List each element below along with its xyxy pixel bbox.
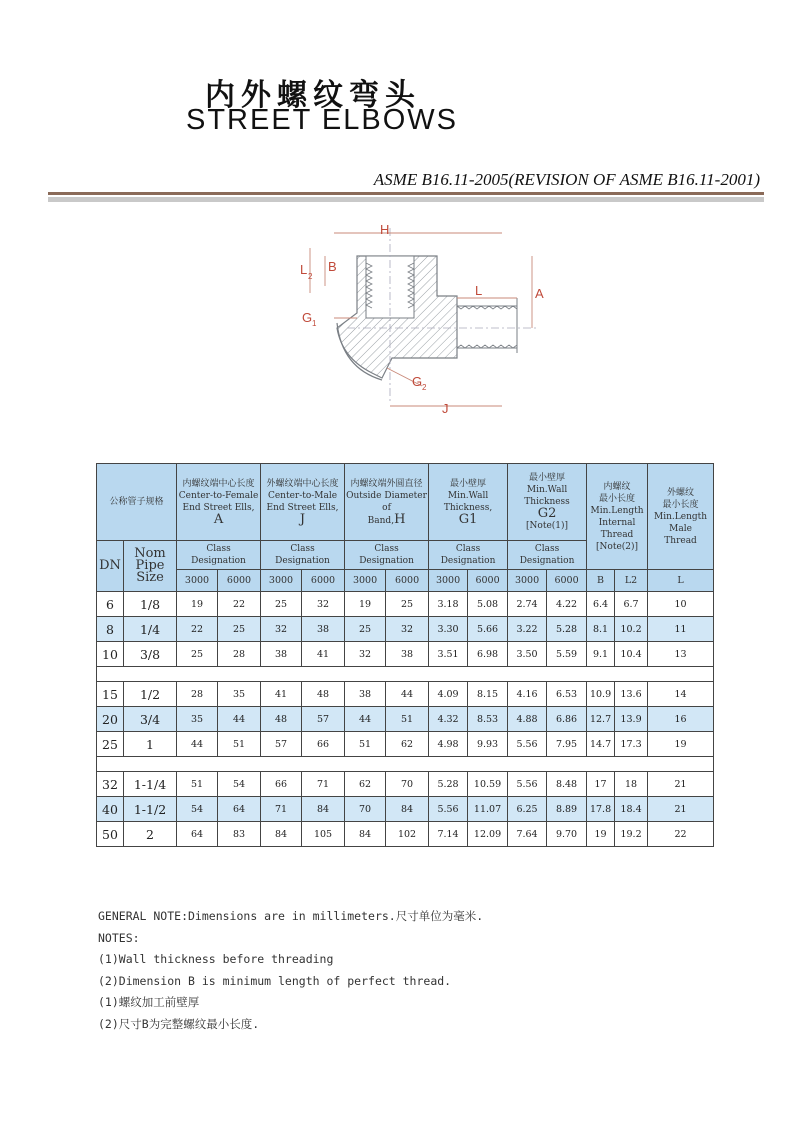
cell-b: 12.7: [587, 707, 615, 732]
svg-text:A: A: [535, 286, 544, 301]
class-designation-h: Class Designation: [345, 541, 429, 570]
class-3000: 3000: [177, 570, 218, 592]
cell-g26: 5.28: [547, 617, 587, 642]
cell-j3: 32: [261, 617, 302, 642]
cell-dn: 50: [97, 822, 124, 847]
class-6000: 6000: [218, 570, 261, 592]
cell-h3: 84: [345, 822, 386, 847]
cell-l2: 17.3: [615, 732, 648, 757]
nominal-size-header: 公称管子规格: [97, 464, 177, 541]
class-6000: 6000: [386, 570, 429, 592]
class-designation-j: Class Designation: [261, 541, 345, 570]
cell-h6: 25: [386, 592, 429, 617]
cell-g26: 8.89: [547, 797, 587, 822]
cell-g26: 5.59: [547, 642, 587, 667]
a-header: 内螺纹端中心长度 Center-to-Female End Street Ells, A: [177, 464, 261, 541]
male-thread-header: 外螺纹 最小长度 Min.Length Male Thread: [648, 464, 714, 570]
cell-dn: 6: [97, 592, 124, 617]
cell-h6: 84: [386, 797, 429, 822]
cell-b: 8.1: [587, 617, 615, 642]
class-designation-g1: Class Designation: [429, 541, 508, 570]
cell-b: 17: [587, 772, 615, 797]
cell-g26: 6.86: [547, 707, 587, 732]
cell-g23: 3.50: [508, 642, 547, 667]
cell-l: 13: [648, 642, 714, 667]
cell-l2: 13.9: [615, 707, 648, 732]
cell-g26: 4.22: [547, 592, 587, 617]
cell-size: 1-1/4: [124, 772, 177, 797]
cell-dn: 32: [97, 772, 124, 797]
b-header: B: [587, 570, 615, 592]
table-row: [97, 707, 714, 732]
cell-dn: 20: [97, 707, 124, 732]
class-6000: 6000: [468, 570, 508, 592]
cell-b: 14.7: [587, 732, 615, 757]
notes-section: [98, 906, 483, 1035]
cell-l: 21: [648, 772, 714, 797]
cell-size: 1: [124, 732, 177, 757]
svg-text:G: G: [302, 310, 313, 325]
cell-j3: 38: [261, 642, 302, 667]
cell-b: 10.9: [587, 682, 615, 707]
cell-j6: 105: [302, 822, 345, 847]
cell-a3: 22: [177, 617, 218, 642]
cell-a3: 25: [177, 642, 218, 667]
cell-g16: 5.66: [468, 617, 508, 642]
cell-g13: 4.32: [429, 707, 468, 732]
cell-h6: 62: [386, 732, 429, 757]
table-row: [97, 617, 714, 642]
cell-a6: 44: [218, 707, 261, 732]
cell-g16: 10.59: [468, 772, 508, 797]
cell-h3: 38: [345, 682, 386, 707]
cell-a3: 35: [177, 707, 218, 732]
cell-dn: 8: [97, 617, 124, 642]
cell-a3: 54: [177, 797, 218, 822]
svg-text:1: 1: [312, 319, 317, 328]
cell-g13: 3.18: [429, 592, 468, 617]
svg-text:2: 2: [308, 272, 313, 281]
cell-a3: 51: [177, 772, 218, 797]
cell-a6: 83: [218, 822, 261, 847]
cell-dn: 15: [97, 682, 124, 707]
cell-h3: 44: [345, 707, 386, 732]
cell-h3: 32: [345, 642, 386, 667]
class-designation-a: Class Designation: [177, 541, 261, 570]
svg-text:L: L: [475, 283, 483, 298]
note-1-en: (1)Wall thickness before threading: [98, 952, 334, 966]
cell-l2: 6.7: [615, 592, 648, 617]
label-h: H: [380, 222, 390, 237]
cell-g16: 12.09: [468, 822, 508, 847]
cell-l: 22: [648, 822, 714, 847]
cell-h6: 44: [386, 682, 429, 707]
svg-text:B: B: [328, 259, 337, 274]
table-row: [97, 822, 714, 847]
class-3000: 3000: [429, 570, 468, 592]
cell-j6: 71: [302, 772, 345, 797]
cell-g13: 4.98: [429, 732, 468, 757]
cell-g16: 11.07: [468, 797, 508, 822]
cell-g23: 5.56: [508, 732, 547, 757]
cell-g26: 6.53: [547, 682, 587, 707]
cell-h6: 38: [386, 642, 429, 667]
cell-size: 1/2: [124, 682, 177, 707]
cell-j3: 84: [261, 822, 302, 847]
class-designation-g2: Class Designation: [508, 541, 587, 570]
class-3000: 3000: [345, 570, 386, 592]
cell-a3: 64: [177, 822, 218, 847]
group-separator: [97, 757, 714, 772]
l-header: L: [648, 570, 714, 592]
cell-l: 16: [648, 707, 714, 732]
svg-text:L: L: [300, 262, 308, 277]
cell-g23: 4.16: [508, 682, 547, 707]
cell-a3: 44: [177, 732, 218, 757]
cell-j6: 84: [302, 797, 345, 822]
cell-j6: 32: [302, 592, 345, 617]
class-6000: 6000: [547, 570, 587, 592]
standard-reference: ASME B16.11-2005(REVISION OF ASME B16.11-2001): [373, 170, 760, 189]
cell-size: 1/8: [124, 592, 177, 617]
cell-j6: 38: [302, 617, 345, 642]
cell-size: 3/8: [124, 642, 177, 667]
cell-a6: 35: [218, 682, 261, 707]
notes-heading: NOTES:: [98, 930, 140, 945]
cell-size: 3/4: [124, 707, 177, 732]
nps-header: Nom Pipe Size: [124, 541, 177, 592]
cell-size: 1/4: [124, 617, 177, 642]
table-row: [97, 642, 714, 667]
cell-a6: 28: [218, 642, 261, 667]
cell-a3: 19: [177, 592, 218, 617]
cell-g13: 3.30: [429, 617, 468, 642]
cell-j3: 48: [261, 707, 302, 732]
cell-g23: 4.88: [508, 707, 547, 732]
table-row: [97, 592, 714, 617]
cell-dn: 40: [97, 797, 124, 822]
note-1-cn: (1)螺纹加工前壁厚: [98, 995, 200, 1009]
cell-a6: 22: [218, 592, 261, 617]
cell-a6: 64: [218, 797, 261, 822]
svg-text:J: J: [442, 401, 449, 416]
table-row: [97, 797, 714, 822]
cell-h3: 51: [345, 732, 386, 757]
cell-j3: 41: [261, 682, 302, 707]
cell-h6: 51: [386, 707, 429, 732]
cell-j6: 66: [302, 732, 345, 757]
cell-l2: 10.2: [615, 617, 648, 642]
cell-size: 2: [124, 822, 177, 847]
cell-h3: 70: [345, 797, 386, 822]
cell-g23: 5.56: [508, 772, 547, 797]
group-separator: [97, 667, 714, 682]
cell-g26: 9.70: [547, 822, 587, 847]
svg-text:2: 2: [422, 383, 427, 392]
cell-g23: 2.74: [508, 592, 547, 617]
table-row: [97, 772, 714, 797]
cell-g13: 3.51: [429, 642, 468, 667]
divider-shadow: [48, 197, 764, 202]
cell-dn: 10: [97, 642, 124, 667]
cell-l2: 13.6: [615, 682, 648, 707]
cell-j6: 41: [302, 642, 345, 667]
table-row: [97, 732, 714, 757]
title-cn: 内外螺纹弯头: [205, 78, 421, 113]
cell-b: 17.8: [587, 797, 615, 822]
cell-a6: 51: [218, 732, 261, 757]
note-2-en: (2)Dimension B is minimum length of perfect thread.: [98, 973, 452, 988]
title-en: STREET ELBOWS: [186, 104, 459, 136]
cell-g16: 8.15: [468, 682, 508, 707]
class-3000: 3000: [261, 570, 302, 592]
cell-g26: 7.95: [547, 732, 587, 757]
cell-h6: 102: [386, 822, 429, 847]
cell-l: 19: [648, 732, 714, 757]
cell-g16: 5.08: [468, 592, 508, 617]
cell-l2: 18: [615, 772, 648, 797]
cell-g23: 3.22: [508, 617, 547, 642]
note-2-cn: (2)尺寸B为完整螺纹最小长度.: [98, 1016, 260, 1031]
cell-h3: 62: [345, 772, 386, 797]
cell-g13: 5.28: [429, 772, 468, 797]
cell-g16: 9.93: [468, 732, 508, 757]
cell-j6: 57: [302, 707, 345, 732]
cell-g13: 7.14: [429, 822, 468, 847]
thread-header: 内螺纹 最小长度 Min.Length Internal Thread [Note(2)]: [587, 464, 648, 570]
dn-header: DN: [97, 541, 124, 592]
l2-header: L2: [615, 570, 648, 592]
class-6000: 6000: [302, 570, 345, 592]
j-header: 外螺纹端中心长度 Center-to-Male End Street Ells, J: [261, 464, 345, 541]
cell-g13: 4.09: [429, 682, 468, 707]
cell-g16: 8.53: [468, 707, 508, 732]
cell-b: 9.1: [587, 642, 615, 667]
dimension-table: [96, 463, 714, 847]
h-header: 内螺纹端外圆直径 Outside Diameter of Band,H: [345, 464, 429, 541]
cell-l: 11: [648, 617, 714, 642]
cell-a6: 25: [218, 617, 261, 642]
cell-g26: 8.48: [547, 772, 587, 797]
class-3000: 3000: [508, 570, 547, 592]
svg-text:G: G: [412, 374, 423, 389]
street-elbow-drawing: [262, 218, 562, 423]
cell-h6: 32: [386, 617, 429, 642]
cell-l2: 18.4: [615, 797, 648, 822]
cell-l: 14: [648, 682, 714, 707]
table-row: [97, 682, 714, 707]
cell-l: 21: [648, 797, 714, 822]
g1-header: 最小壁厚 Min.Wall Thickness, G1: [429, 464, 508, 541]
cell-l2: 19.2: [615, 822, 648, 847]
cell-j3: 66: [261, 772, 302, 797]
cell-h3: 19: [345, 592, 386, 617]
cell-g23: 6.25: [508, 797, 547, 822]
cell-g13: 5.56: [429, 797, 468, 822]
cell-g23: 7.64: [508, 822, 547, 847]
cell-a3: 28: [177, 682, 218, 707]
cell-j6: 48: [302, 682, 345, 707]
cell-j3: 25: [261, 592, 302, 617]
cell-g16: 6.98: [468, 642, 508, 667]
cell-j3: 71: [261, 797, 302, 822]
cell-j3: 57: [261, 732, 302, 757]
cell-dn: 25: [97, 732, 124, 757]
cell-h6: 70: [386, 772, 429, 797]
cell-h3: 25: [345, 617, 386, 642]
cell-b: 6.4: [587, 592, 615, 617]
cell-l2: 10.4: [615, 642, 648, 667]
divider-rule: [48, 192, 764, 195]
cell-l: 10: [648, 592, 714, 617]
general-note: GENERAL NOTE:Dimensions are in millimeters.尺寸单位为毫米.: [98, 909, 484, 923]
cell-size: 1-1/2: [124, 797, 177, 822]
cell-a6: 54: [218, 772, 261, 797]
g2-header: 最小壁厚 Min.Wall Thickness G2 [Note(1)]: [508, 464, 587, 541]
cell-b: 19: [587, 822, 615, 847]
